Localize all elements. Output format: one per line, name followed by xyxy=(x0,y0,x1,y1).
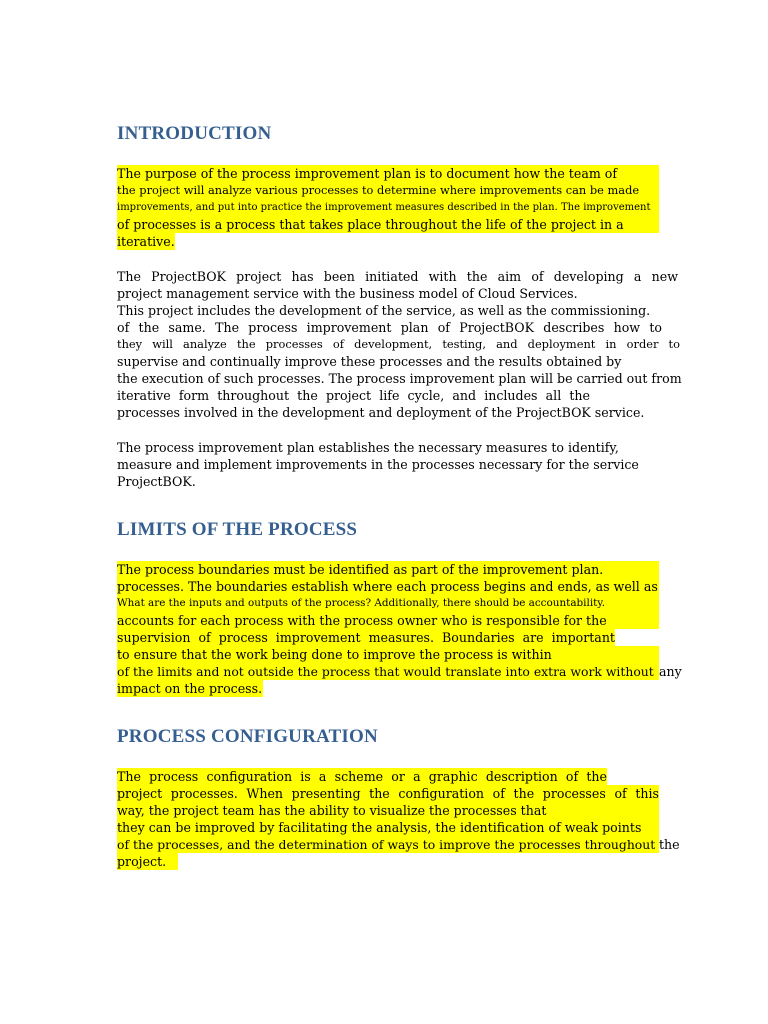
intro-p1-line-3: improvements, and put into practice the improvement measures described in the plan. The improvement xyxy=(117,199,659,216)
intro-p2-line-7: the execution of such processes. The process improvement plan will be carried out from xyxy=(117,371,682,386)
intro-p2-line-4: of the same. The process improvement plan of ProjectBOK describes how to xyxy=(117,320,662,335)
intro-p1-line-5: iterative. xyxy=(117,234,175,249)
limits-p1-line-2: processes. The boundaries establish where each process begins and ends, as well as xyxy=(117,579,658,594)
config-p1-line-2: project processes. When presenting the configuration of the processes of this xyxy=(117,786,659,801)
intro-p2-line-5: they will analyze the processes of development, testing, and deployment in order to xyxy=(117,337,680,351)
limits-p1-line-1: The process boundaries must be identified as part of the improvement plan. xyxy=(117,561,659,578)
intro-p2-line-3: This project includes the development of the service, as well as the commissioning. xyxy=(117,303,651,318)
config-p1-line-4: they can be improved by facilitating the analysis, the identification of weak points xyxy=(117,819,659,836)
heading-introduction: INTRODUCTION xyxy=(117,123,272,144)
intro-p3-line-3: ProjectBOK. xyxy=(117,474,196,489)
intro-p2-line-9: processes involved in the development and deployment of the ProjectBOK service. xyxy=(117,405,645,420)
intro-p1-line-4: of processes is a process that takes place throughout the life of the project in a xyxy=(117,216,659,233)
intro-p3-line-1: The process improvement plan establishes the necessary measures to identify, xyxy=(117,440,619,455)
limits-p1-line-5: supervision of process improvement measures. Boundaries are important xyxy=(117,630,615,645)
intro-p2-line-2: project management service with the business model of Cloud Services. xyxy=(117,286,578,301)
intro-p2-line-6: supervise and continually improve these processes and the results obtained by xyxy=(117,354,622,369)
limits-p1-line-3: What are the inputs and outputs of the process? Additionally, there should be accountability. xyxy=(117,595,659,612)
limits-p1-line-7: of the limits and not outside the process that would translate into extra work without xyxy=(117,663,659,680)
config-p1-line-6: project. xyxy=(117,853,178,870)
intro-p3-line-2: measure and implement improvements in the processes necessary for the service xyxy=(117,457,639,472)
config-p1-line-1: The process configuration is a scheme or a graphic description of the xyxy=(117,769,607,784)
limits-p1-line-4: accounts for each process with the process owner who is responsible for the xyxy=(117,612,659,629)
limits-p1-line-7-overflow: any xyxy=(659,664,682,679)
intro-p2-line-1: The ProjectBOK project has been initiated with the aim of developing a new xyxy=(117,269,678,284)
config-p1-line-5: of the processes, and the determination of ways to improve the processes throughout xyxy=(117,836,659,853)
intro-p1-line-1: The purpose of the process improvement plan is to document how the team of xyxy=(117,165,659,182)
limits-p1-line-8: impact on the process. xyxy=(117,681,263,696)
heading-limits-of-the-process: LIMITS OF THE PROCESS xyxy=(117,519,358,540)
config-p1-line-3: way, the project team has the ability to visualize the processes that xyxy=(117,802,659,819)
intro-p1-line-2: the project will analyze various processes to determine where improvements can be made xyxy=(117,182,659,199)
intro-p2-line-8: iterative form throughout the project life cycle, and includes all the xyxy=(117,388,590,403)
config-p1-line-5-overflow: the xyxy=(659,837,680,852)
heading-process-configuration: PROCESS CONFIGURATION xyxy=(117,726,378,747)
limits-p1-line-6: to ensure that the work being done to improve the process is within xyxy=(117,646,659,663)
